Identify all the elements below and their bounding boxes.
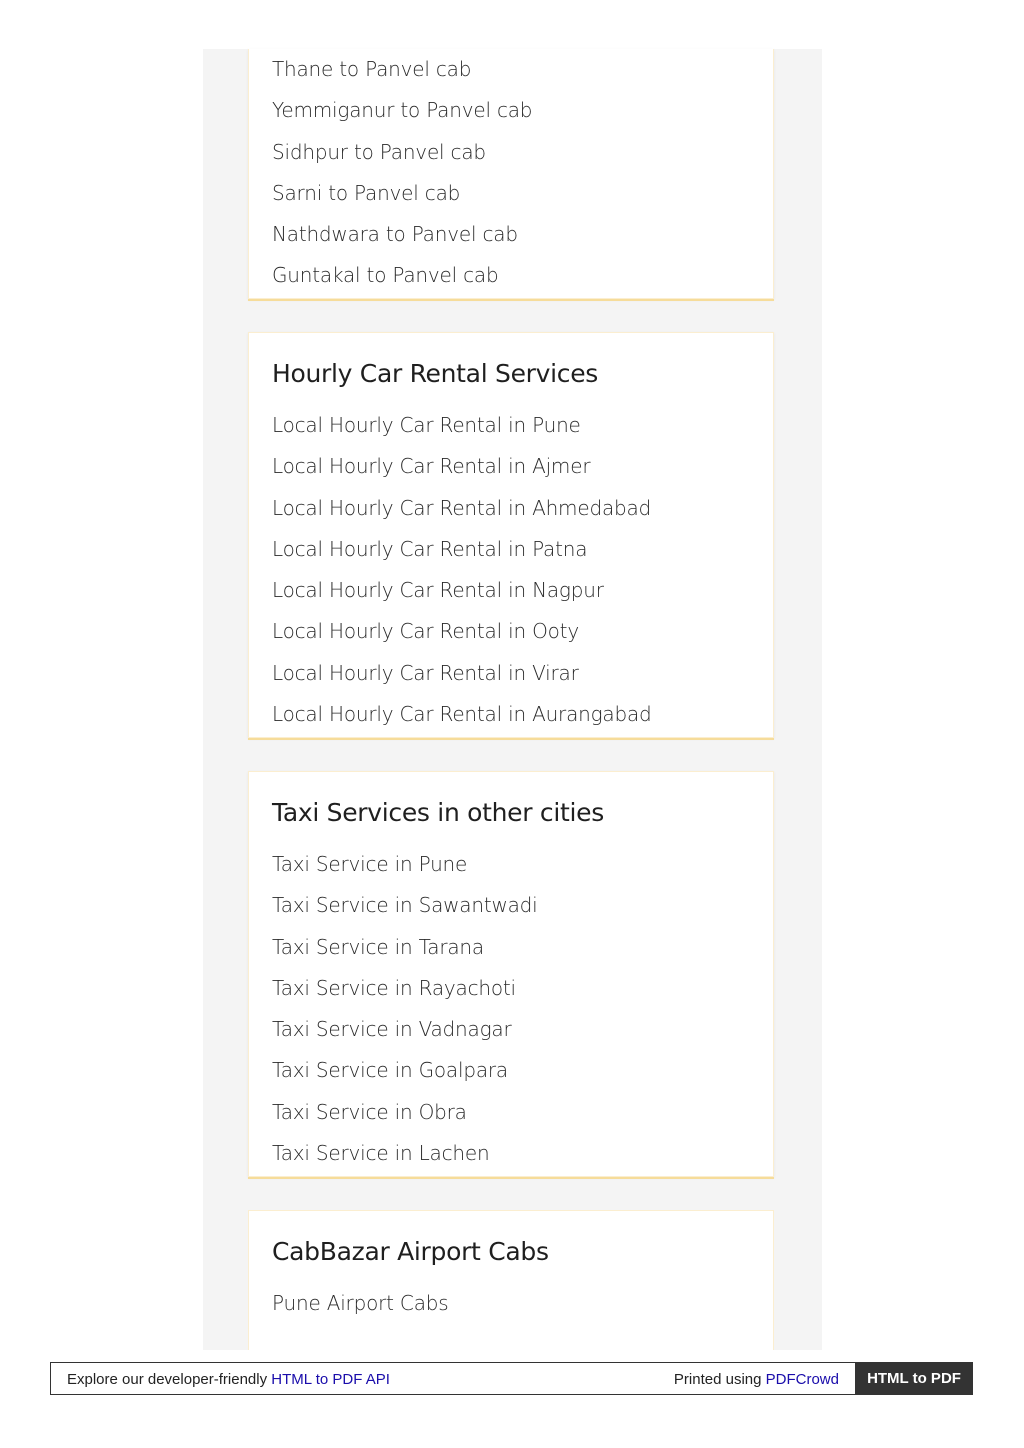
html-to-pdf-api-link[interactable]: HTML to PDF API [271,1371,390,1388]
taxi-list-viewport [272,844,750,1166]
routes-card [248,49,774,299]
route-link[interactable]: Sarni to Panvel cab [272,180,461,205]
hourly-rental-card [248,332,774,738]
taxi-service-link[interactable]: Taxi Service in Goalpara [272,1058,508,1083]
airport-list-viewport [272,1283,750,1343]
taxi-service-link[interactable]: Taxi Service in Vadnagar [272,1017,512,1042]
hourly-rental-link[interactable]: Local Hourly Car Rental in Patna [272,536,588,561]
footer-explore-text: Explore our developer-friendly [67,1371,268,1388]
footer-printed-text: Printed using [673,1371,762,1388]
hourly-rental-list [272,405,750,735]
html-to-pdf-button[interactable]: HTML to PDF [855,1362,973,1395]
route-link[interactable]: Sidhpur to Panvel cab [272,139,486,164]
hourly-list-viewport [272,405,750,727]
taxi-services-list [272,844,750,1174]
hourly-rental-link[interactable]: Local Hourly Car Rental in Ajmer [272,454,591,479]
hourly-rental-link[interactable]: Local Hourly Car Rental in Pune [272,413,581,437]
route-link[interactable]: Thane to Panvel cab [272,57,472,81]
airport-cabs-title: CabBazar Airport Cabs [272,1237,549,1266]
pdf-footer-bar [50,1362,973,1395]
taxi-services-title: Taxi Services in other cities [272,798,604,827]
taxi-service-link[interactable]: Taxi Service in Rayachoti [272,975,516,1000]
footer-explore [67,1371,390,1388]
hourly-rental-link[interactable]: Local Hourly Car Rental in Aurangabad [272,702,652,727]
taxi-service-link[interactable]: Taxi Service in Pune [272,852,468,876]
pdfcrowd-link[interactable]: PDFCrowd [765,1371,839,1388]
route-link[interactable]: Yemmiganur to Panvel cab [272,98,533,123]
hourly-rental-title: Hourly Car Rental Services [272,359,599,388]
routes-list-viewport [272,49,750,288]
hourly-rental-link[interactable]: Local Hourly Car Rental in Ahmedabad [272,495,652,520]
hourly-rental-link[interactable]: Local Hourly Car Rental in Ooty [272,619,579,644]
airport-cabs-card [248,1210,774,1350]
route-link[interactable]: Nathdwara to Panvel cab [272,222,518,247]
taxi-service-link[interactable]: Taxi Service in Lachen [272,1141,490,1166]
route-link[interactable]: Guntakal to Panvel cab [272,263,499,288]
footer-printed [674,1371,839,1388]
hourly-rental-link[interactable]: Local Hourly Car Rental in Nagpur [272,578,604,603]
airport-cab-link[interactable]: Pune Airport Cabs [272,1291,449,1315]
airport-cabs-list [272,1283,750,1324]
hourly-rental-link[interactable]: Local Hourly Car Rental in Virar [272,660,579,685]
taxi-services-card [248,771,774,1177]
routes-list [272,49,750,297]
taxi-service-link[interactable]: Taxi Service in Obra [272,1099,467,1124]
taxi-service-link[interactable]: Taxi Service in Tarana [272,934,484,959]
taxi-service-link[interactable]: Taxi Service in Sawantwadi [272,893,538,918]
